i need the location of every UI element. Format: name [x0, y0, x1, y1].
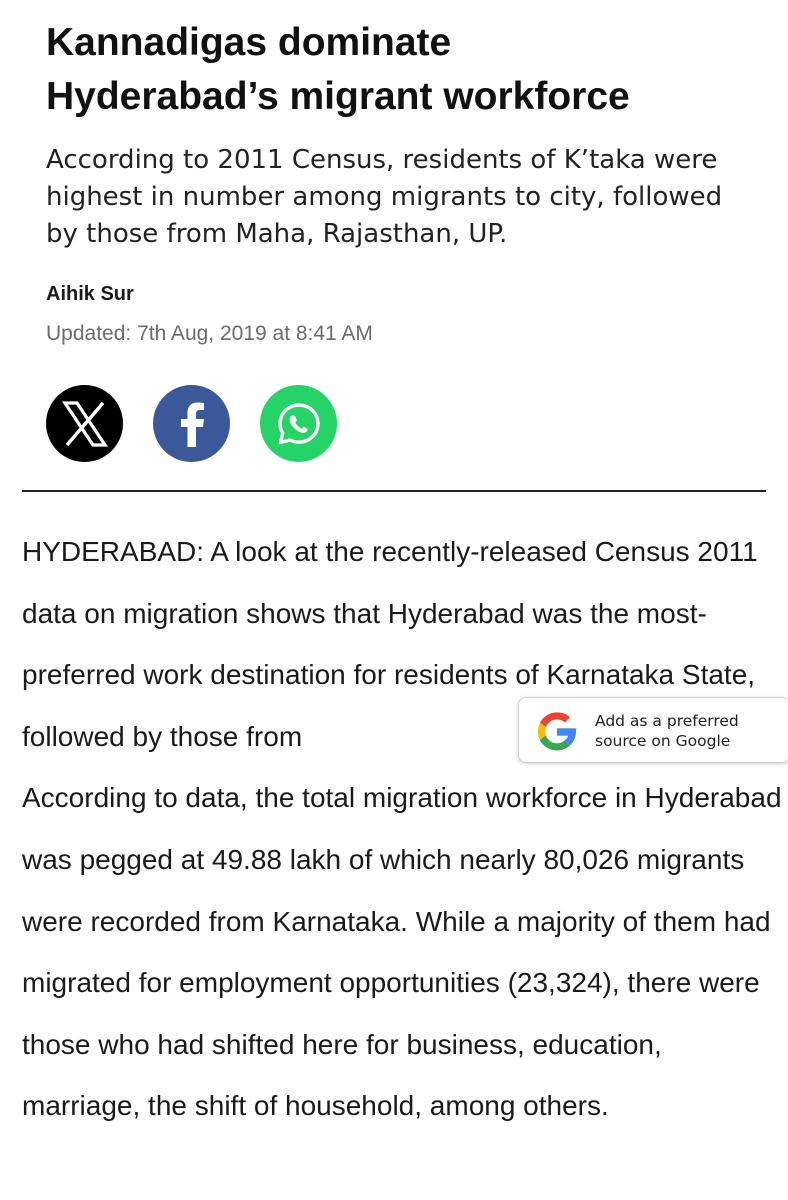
google-badge-line-2: source on Google — [595, 732, 731, 750]
google-badge-line-1: Add as a preferred — [595, 712, 739, 730]
facebook-icon — [172, 400, 212, 448]
article-subhead: According to 2011 Census, residents of K’taka were highest in number among migrants to city, followed by those from Maha, Rajasthan, UP. — [46, 145, 723, 249]
share-x-button[interactable] — [46, 385, 123, 462]
google-badge-label — [595, 711, 785, 751]
share-facebook-button[interactable] — [153, 385, 230, 462]
body-paragraph-2: According to data, the total migration workforce in Hyderabad was pegged at 49.88 lakh of which nearly 80,026 migrants were recorded from Karnataka. While a majority of them had migrated for employment opportunities (23,324), there were those who had shifted here for business, education, marriage, the shift of household, among others. — [22, 782, 782, 1122]
share-whatsapp-button[interactable] — [260, 385, 337, 462]
whatsapp-icon — [274, 399, 324, 449]
body-paragraph-1: HYDERABAD: A look at the recently-released Census 2011 data on migration shows that Hyderabad was the most-preferred work destination for residents of Karnataka State, followed by those from — [22, 536, 758, 752]
author-name[interactable]: Aihik Sur — [46, 283, 134, 305]
google-preferred-source-button[interactable] — [518, 697, 788, 763]
google-g-icon — [533, 708, 581, 756]
updated-timestamp: Updated: 7th Aug, 2019 at 8:41 AM — [46, 322, 373, 345]
headline-line-1: Kannadigas dominate — [46, 21, 452, 64]
article-headline — [46, 16, 746, 124]
article-body — [22, 521, 782, 1137]
headline-line-2: Hyderabad’s migrant workforce — [46, 75, 630, 118]
content-divider — [22, 490, 766, 492]
x-icon — [59, 398, 111, 450]
